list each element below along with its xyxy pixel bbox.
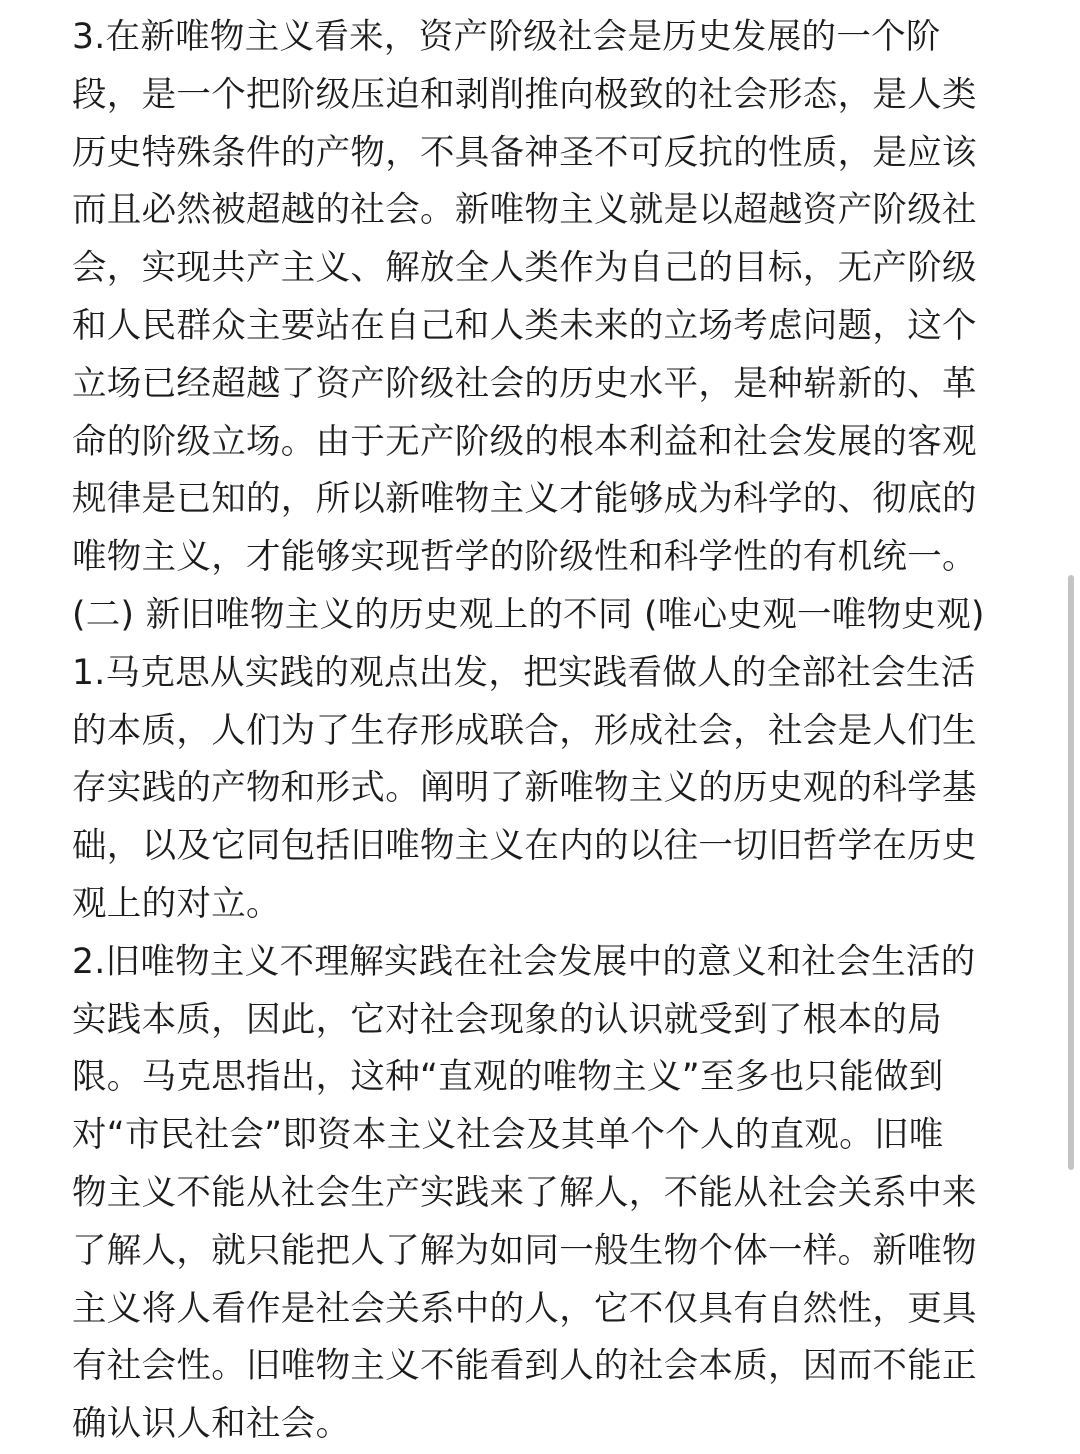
text-line: 命的阶级立场。由于无产阶级的根本利益和社会发展的客观 (72, 421, 977, 462)
text-line: 立场已经超越了资产阶级社会的历史水平，是种崭新的、革 (72, 363, 977, 404)
text-line: 唯物主义，才能够实现哲学的阶级性和科学性的有机统一。 (72, 537, 977, 578)
text-line: 会，实现共产主义、解放全人类作为自己的目标，无产阶级 (72, 248, 977, 289)
text-line: 规律是已知的，所以新唯物主义才能够成为科学的、彻底的 (72, 479, 977, 520)
text-line: 物主义不能从社会生产实践来了解人，不能从社会关系中来 (72, 1172, 977, 1213)
text-line: 确认识人和社会。 (72, 1404, 351, 1445)
text-line: 对“市民社会”即资本主义社会及其单个个人的直观。旧唯 (72, 1115, 944, 1156)
text-line: 了解人，就只能把人了解为如同一般生物个体一样。新唯物 (72, 1230, 977, 1271)
text-line: 的本质，人们为了生存形成联合，形成社会，社会是人们生 (72, 710, 977, 751)
text-line: 观上的对立。 (72, 883, 281, 924)
text-line: 限。马克思指出，这种“直观的唯物主义”至多也只能做到 (72, 1057, 944, 1098)
scrollbar-thumb[interactable] (1068, 575, 1074, 1170)
document-text (72, 9, 1032, 1454)
text-line: 有社会性。旧唯物主义不能看到人的社会本质，因而不能正 (72, 1346, 977, 1387)
text-line: 存实践的产物和形式。阐明了新唯物主义的历史观的科学基 (72, 768, 977, 809)
section-heading: (二) 新旧唯物主义的历史观上的不同 (唯心史观一唯物史观) (72, 594, 985, 635)
text-line: 和人民群众主要站在自己和人类未来的立场考虑问题，这个 (72, 305, 977, 346)
text-line: 实践本质，因此，它对社会现象的认识就受到了根本的局 (72, 999, 942, 1040)
text-line: 1.马克思从实践的观点出发，把实践看做人的全部社会生活 (72, 652, 976, 693)
text-line: 历史特殊条件的产物，不具备神圣不可反抗的性质，是应该 (72, 132, 977, 173)
text-line: 础，以及它同包括旧唯物主义在内的以往一切旧哲学在历史 (72, 826, 977, 867)
text-line: 3.在新唯物主义看来，资产阶级社会是历史发展的一个阶 (72, 17, 941, 57)
text-line: 2.旧唯物主义不理解实践在社会发展中的意义和社会生活的 (72, 941, 976, 982)
text-line: 段，是一个把阶级压迫和剥削推向极致的社会形态，是人类 (72, 74, 977, 115)
text-line: 主义将人看作是社会关系中的人，它不仅具有自然性，更具 (72, 1288, 977, 1329)
text-line: 而且必然被超越的社会。新唯物主义就是以超越资产阶级社 (72, 190, 977, 231)
